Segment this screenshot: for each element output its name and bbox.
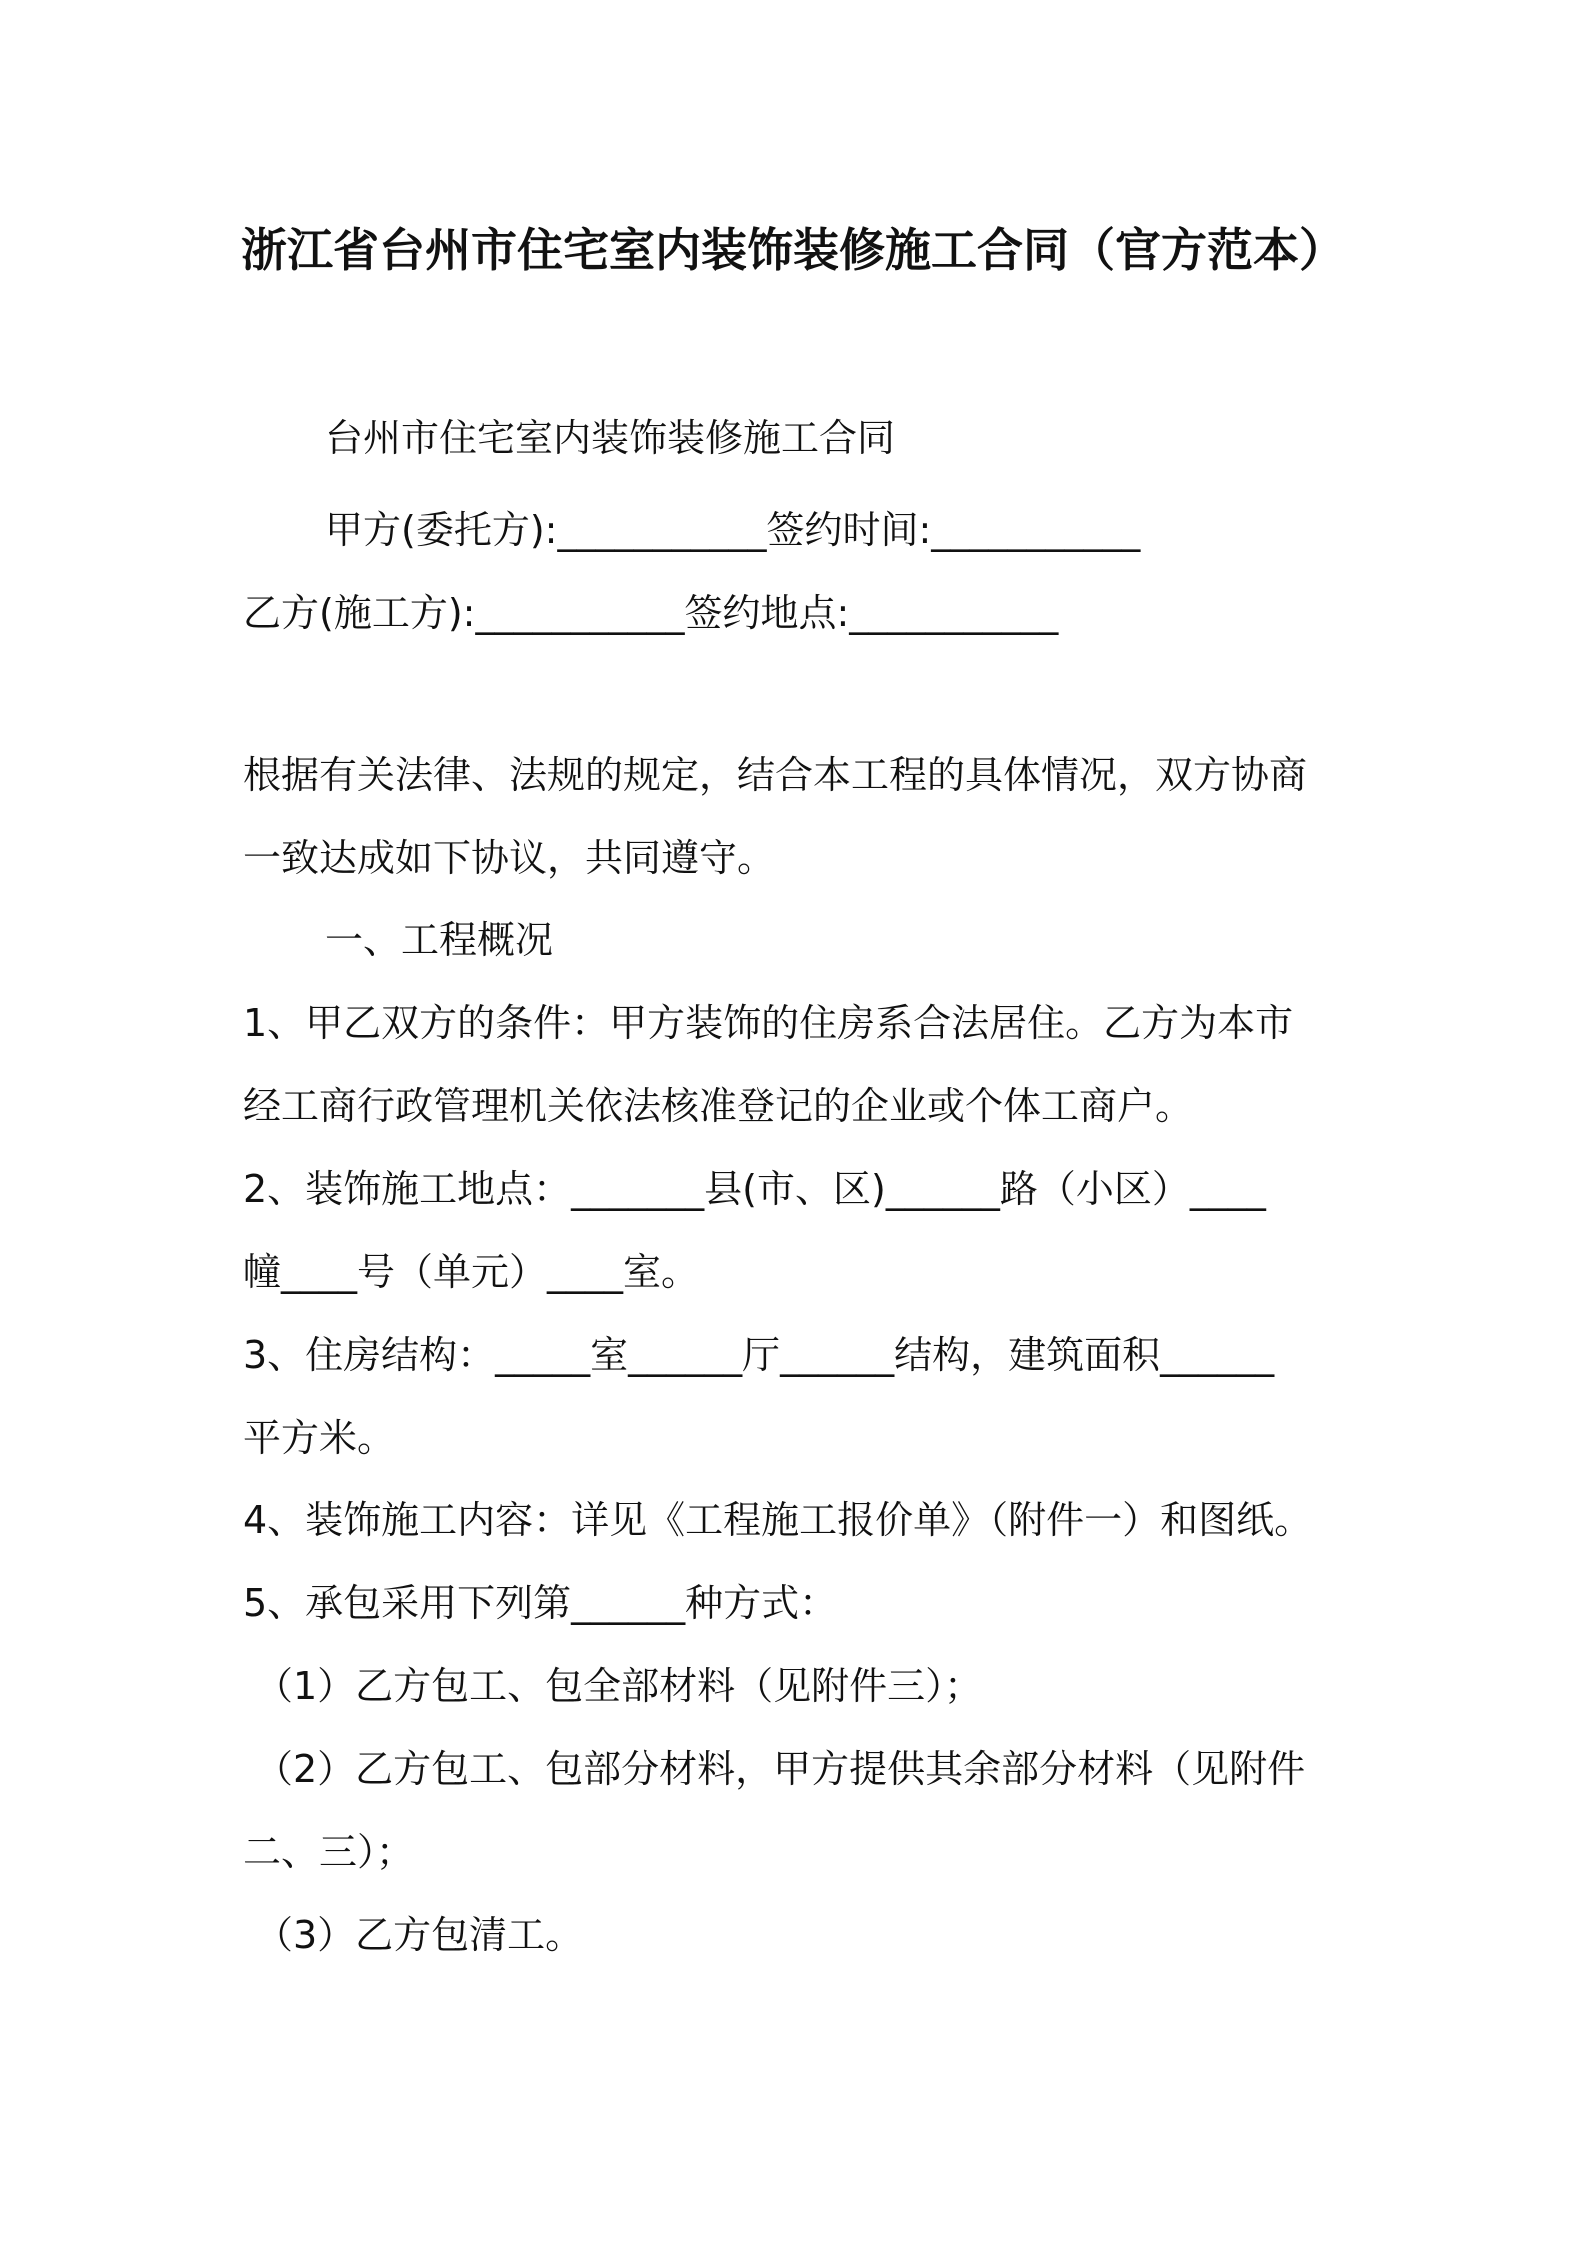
clause-3-line-2: 平方米。 xyxy=(243,1416,396,1460)
option-3: （3）乙方包清工。 xyxy=(255,1913,584,1957)
clause-3-line-1: 3、住房结构：_____室______厅______结构，建筑面积______ xyxy=(243,1333,1275,1377)
clause-1-line-2: 经工商行政管理机关依法核准登记的企业或个体工商户。 xyxy=(243,1084,1194,1128)
document-title: 浙江省台州市住宅室内装饰装修施工合同（官方范本） xyxy=(241,223,1345,277)
clause-2-line-1: 2、装饰施工地点：_______县(市、区)______路（小区）____ xyxy=(243,1167,1266,1211)
section-heading-overview: 一、工程概况 xyxy=(325,918,554,962)
preamble-line-1: 根据有关法律、法规的规定，结合本工程的具体情况，双方协商 xyxy=(243,753,1308,797)
clause-1-line-1: 1、甲乙双方的条件：甲方装饰的住房系合法居住。乙方为本市 xyxy=(243,1001,1294,1045)
party-b-line: 乙方(施工方):___________签约地点:___________ xyxy=(243,591,1059,635)
option-2-line-2: 二、三）； xyxy=(243,1830,415,1874)
preamble-line-2: 一致达成如下协议，共同遵守。 xyxy=(243,836,776,880)
contract-name: 台州市住宅室内装饰装修施工合同 xyxy=(325,416,896,460)
party-a-line: 甲方(委托方):___________签约时间:___________ xyxy=(325,508,1141,552)
clause-2-line-2: 幢____号（单元）____室。 xyxy=(243,1250,700,1294)
option-2-line-1: （2）乙方包工、包部分材料，甲方提供其余部分材料（见附件 xyxy=(255,1747,1306,1791)
clause-5: 5、承包采用下列第______种方式： xyxy=(243,1581,838,1625)
option-1: （1）乙方包工、包全部材料（见附件三）； xyxy=(255,1664,983,1708)
clause-4: 4、装饰施工内容：详见《工程施工报价单》（附件一）和图纸。 xyxy=(243,1498,1313,1542)
